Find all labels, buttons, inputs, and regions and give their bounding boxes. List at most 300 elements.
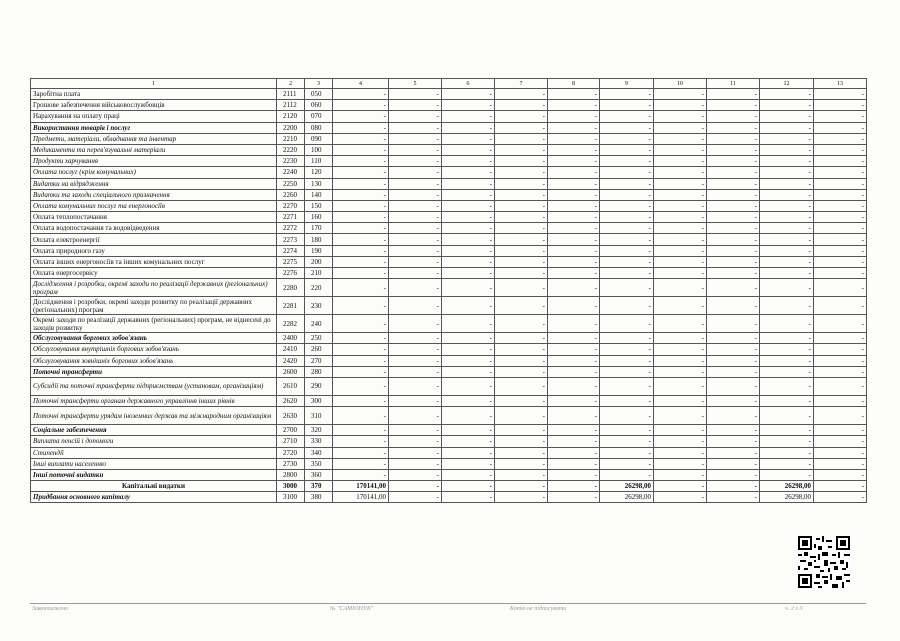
row-value: - bbox=[495, 256, 548, 267]
row-line-number: 140 bbox=[305, 189, 333, 200]
row-value: - bbox=[600, 200, 654, 211]
row-code: 2273 bbox=[277, 234, 305, 245]
row-value: - bbox=[333, 89, 389, 100]
row-value: - bbox=[333, 212, 389, 223]
row-code: 2730 bbox=[277, 458, 305, 469]
row-value: - bbox=[495, 178, 548, 189]
row-value: - bbox=[495, 156, 548, 167]
row-value: - bbox=[548, 315, 600, 333]
table-row bbox=[31, 100, 867, 111]
row-line-number: 230 bbox=[305, 297, 333, 315]
row-value: - bbox=[333, 436, 389, 447]
row-value: - bbox=[707, 245, 760, 256]
table-row bbox=[31, 133, 867, 144]
row-code: 2220 bbox=[277, 144, 305, 155]
column-header: 7 bbox=[495, 79, 548, 89]
row-value: - bbox=[814, 234, 867, 245]
row-line-number: 360 bbox=[305, 469, 333, 480]
row-line-number: 250 bbox=[305, 333, 333, 344]
row-value: - bbox=[495, 111, 548, 122]
row-value: - bbox=[442, 297, 495, 315]
row-value: - bbox=[707, 407, 760, 425]
row-value: - bbox=[389, 436, 442, 447]
row-value: - bbox=[814, 200, 867, 211]
row-value: - bbox=[333, 111, 389, 122]
row-value: - bbox=[495, 425, 548, 436]
row-value: - bbox=[707, 189, 760, 200]
row-value: - bbox=[442, 89, 495, 100]
row-value: - bbox=[548, 395, 600, 406]
row-value: - bbox=[707, 366, 760, 377]
row-value: - bbox=[654, 469, 707, 480]
row-value: - bbox=[548, 458, 600, 469]
row-value: - bbox=[760, 425, 814, 436]
row-label: Нарахування на оплату праці bbox=[31, 111, 277, 122]
row-code: 2112 bbox=[277, 100, 305, 111]
row-value: - bbox=[760, 355, 814, 366]
row-code: 2281 bbox=[277, 297, 305, 315]
row-value: - bbox=[600, 156, 654, 167]
table-row bbox=[31, 315, 867, 333]
row-value: - bbox=[548, 492, 600, 503]
row-line-number: 060 bbox=[305, 100, 333, 111]
row-code: 2240 bbox=[277, 167, 305, 178]
row-value: - bbox=[442, 366, 495, 377]
row-value: - bbox=[814, 355, 867, 366]
table-row bbox=[31, 447, 867, 458]
row-value: - bbox=[495, 297, 548, 315]
row-value: - bbox=[333, 256, 389, 267]
row-value: - bbox=[389, 279, 442, 297]
row-value: - bbox=[814, 268, 867, 279]
row-value: - bbox=[654, 111, 707, 122]
row-value: - bbox=[600, 458, 654, 469]
row-value: - bbox=[707, 212, 760, 223]
row-value: - bbox=[814, 469, 867, 480]
row-label: Медикаменти та перев'язувальні матеріали bbox=[31, 144, 277, 155]
column-header: 6 bbox=[442, 79, 495, 89]
row-line-number: 150 bbox=[305, 200, 333, 211]
row-value: - bbox=[707, 122, 760, 133]
row-value: - bbox=[654, 366, 707, 377]
row-value: - bbox=[333, 178, 389, 189]
row-label: Виплата пенсій і допомоги bbox=[31, 436, 277, 447]
table-row bbox=[31, 344, 867, 355]
row-value: - bbox=[814, 395, 867, 406]
row-label: Видатки та заходи спеціального призначення bbox=[31, 189, 277, 200]
row-value: - bbox=[707, 100, 760, 111]
row-value: - bbox=[442, 492, 495, 503]
row-value: - bbox=[600, 344, 654, 355]
row-value: - bbox=[760, 436, 814, 447]
row-value: - bbox=[600, 279, 654, 297]
footer-divider bbox=[30, 603, 866, 604]
table-row bbox=[31, 481, 867, 492]
row-label: Окремі заходи по реалізації державних (регіональних) програм, не віднесені до заходів розвитку bbox=[31, 315, 277, 333]
row-value: - bbox=[495, 100, 548, 111]
row-line-number: 180 bbox=[305, 234, 333, 245]
row-value: - bbox=[654, 481, 707, 492]
table-row bbox=[31, 377, 867, 395]
row-line-number: 270 bbox=[305, 355, 333, 366]
row-label: Обслуговування зовнішніх боргових зобов'язань bbox=[31, 355, 277, 366]
row-value: - bbox=[654, 279, 707, 297]
row-value: - bbox=[442, 223, 495, 234]
row-value: - bbox=[442, 200, 495, 211]
row-value: - bbox=[333, 234, 389, 245]
row-value: 26298,00 bbox=[600, 492, 654, 503]
row-value: - bbox=[600, 436, 654, 447]
row-value: - bbox=[654, 89, 707, 100]
row-label: Грошове забезпечення військовослужбовців bbox=[31, 100, 277, 111]
row-value: - bbox=[389, 167, 442, 178]
row-value: - bbox=[707, 167, 760, 178]
row-value: - bbox=[814, 100, 867, 111]
table-row bbox=[31, 234, 867, 245]
row-value: - bbox=[333, 189, 389, 200]
row-value: - bbox=[814, 133, 867, 144]
row-value: - bbox=[814, 344, 867, 355]
row-value: - bbox=[707, 355, 760, 366]
row-value: - bbox=[600, 366, 654, 377]
expenditure-table bbox=[30, 78, 867, 503]
row-label: Капітальні видатки bbox=[31, 481, 277, 492]
row-value: - bbox=[654, 395, 707, 406]
row-value: - bbox=[333, 366, 389, 377]
row-code: 2272 bbox=[277, 223, 305, 234]
table-row bbox=[31, 122, 867, 133]
row-value: - bbox=[442, 256, 495, 267]
row-value: - bbox=[333, 469, 389, 480]
row-line-number: 130 bbox=[305, 178, 333, 189]
row-value: - bbox=[600, 315, 654, 333]
row-value: - bbox=[333, 297, 389, 315]
row-value: - bbox=[760, 377, 814, 395]
row-value: - bbox=[389, 366, 442, 377]
row-value: - bbox=[495, 395, 548, 406]
row-code: 3100 bbox=[277, 492, 305, 503]
row-value: - bbox=[600, 256, 654, 267]
row-code: 2800 bbox=[277, 469, 305, 480]
row-value: - bbox=[442, 436, 495, 447]
row-value: - bbox=[760, 200, 814, 211]
row-code: 2250 bbox=[277, 178, 305, 189]
row-value: - bbox=[707, 200, 760, 211]
row-value: - bbox=[814, 447, 867, 458]
row-value: - bbox=[442, 355, 495, 366]
footer-right-text: ч. 2 з 3 bbox=[785, 606, 803, 612]
row-value: - bbox=[654, 436, 707, 447]
row-value: - bbox=[600, 245, 654, 256]
row-value: - bbox=[548, 212, 600, 223]
row-value: - bbox=[389, 481, 442, 492]
table-row bbox=[31, 245, 867, 256]
row-label: Соціальне забезпечення bbox=[31, 425, 277, 436]
table-row bbox=[31, 268, 867, 279]
row-code: 2271 bbox=[277, 212, 305, 223]
row-value: - bbox=[760, 366, 814, 377]
row-value: - bbox=[389, 223, 442, 234]
row-value: - bbox=[600, 297, 654, 315]
row-value: - bbox=[707, 377, 760, 395]
row-value: - bbox=[760, 122, 814, 133]
row-code: 2400 bbox=[277, 333, 305, 344]
row-label: Обслуговування внутрішніх боргових зобов'язань bbox=[31, 344, 277, 355]
row-value: - bbox=[548, 144, 600, 155]
table-row bbox=[31, 407, 867, 425]
row-value: - bbox=[707, 492, 760, 503]
row-value: - bbox=[654, 344, 707, 355]
row-value: - bbox=[333, 268, 389, 279]
table-row bbox=[31, 395, 867, 406]
row-code: 2210 bbox=[277, 133, 305, 144]
row-line-number: 100 bbox=[305, 144, 333, 155]
row-value: - bbox=[442, 100, 495, 111]
row-value: - bbox=[442, 178, 495, 189]
table-row bbox=[31, 111, 867, 122]
row-value: - bbox=[548, 200, 600, 211]
row-line-number: 260 bbox=[305, 344, 333, 355]
footer-left-text: Завантажено bbox=[32, 606, 69, 612]
row-value: - bbox=[760, 133, 814, 144]
row-value: - bbox=[389, 200, 442, 211]
row-value: - bbox=[760, 344, 814, 355]
row-code: 2276 bbox=[277, 268, 305, 279]
row-code: 2200 bbox=[277, 122, 305, 133]
row-line-number: 380 bbox=[305, 492, 333, 503]
row-value: - bbox=[548, 297, 600, 315]
row-label: Дослідження і розробки, окремі заходи по реалізації державних (регіональних) програм bbox=[31, 279, 277, 297]
table-row bbox=[31, 366, 867, 377]
row-label: Продукти харчування bbox=[31, 156, 277, 167]
row-value: - bbox=[548, 122, 600, 133]
row-value: - bbox=[654, 234, 707, 245]
row-value: - bbox=[333, 395, 389, 406]
row-value: - bbox=[495, 122, 548, 133]
row-value: - bbox=[442, 344, 495, 355]
row-value: - bbox=[548, 344, 600, 355]
row-value: - bbox=[760, 256, 814, 267]
row-value: - bbox=[442, 268, 495, 279]
table-row bbox=[31, 200, 867, 211]
row-value: - bbox=[389, 344, 442, 355]
row-value: - bbox=[814, 436, 867, 447]
footer-center-text: Копію не підписувати bbox=[510, 606, 567, 612]
row-value: - bbox=[600, 407, 654, 425]
row-value: - bbox=[495, 167, 548, 178]
row-value: - bbox=[495, 212, 548, 223]
row-value: - bbox=[495, 458, 548, 469]
row-value: - bbox=[548, 447, 600, 458]
row-value: - bbox=[389, 178, 442, 189]
row-value: - bbox=[814, 189, 867, 200]
row-value: - bbox=[389, 447, 442, 458]
row-value: - bbox=[442, 111, 495, 122]
row-value: - bbox=[760, 458, 814, 469]
row-value: - bbox=[654, 200, 707, 211]
row-value: - bbox=[654, 133, 707, 144]
row-value: - bbox=[654, 425, 707, 436]
row-value: - bbox=[442, 333, 495, 344]
row-value: - bbox=[389, 425, 442, 436]
row-value: - bbox=[389, 144, 442, 155]
row-label: Субсидії та поточні трансферти підприємствам (установам, організаціям) bbox=[31, 377, 277, 395]
row-value: - bbox=[548, 234, 600, 245]
row-value: - bbox=[495, 344, 548, 355]
row-value: - bbox=[600, 268, 654, 279]
row-value: - bbox=[548, 256, 600, 267]
row-value: - bbox=[760, 279, 814, 297]
row-value: - bbox=[654, 189, 707, 200]
row-value: - bbox=[333, 355, 389, 366]
row-value: - bbox=[442, 144, 495, 155]
row-value: - bbox=[389, 234, 442, 245]
row-value: - bbox=[760, 297, 814, 315]
row-value: - bbox=[654, 178, 707, 189]
row-label: Поточні трансферти урядам іноземних держав та міжнародним організаціям bbox=[31, 407, 277, 425]
column-header: 8 bbox=[548, 79, 600, 89]
row-label: Придбання основного капіталу bbox=[31, 492, 277, 503]
row-value: - bbox=[654, 333, 707, 344]
row-value: - bbox=[442, 447, 495, 458]
row-value: - bbox=[814, 167, 867, 178]
row-value: - bbox=[760, 144, 814, 155]
row-value: - bbox=[495, 315, 548, 333]
row-value: - bbox=[548, 355, 600, 366]
row-value: - bbox=[760, 447, 814, 458]
row-value: - bbox=[654, 212, 707, 223]
table-row bbox=[31, 156, 867, 167]
row-value: - bbox=[814, 297, 867, 315]
row-value: - bbox=[600, 223, 654, 234]
row-value: - bbox=[760, 268, 814, 279]
row-value: - bbox=[333, 447, 389, 458]
row-value: - bbox=[600, 395, 654, 406]
row-value: 26298,00 bbox=[760, 492, 814, 503]
row-label: Інші виплати населенню bbox=[31, 458, 277, 469]
row-value: - bbox=[707, 156, 760, 167]
row-value: - bbox=[654, 122, 707, 133]
row-value: - bbox=[442, 407, 495, 425]
row-line-number: 370 bbox=[305, 481, 333, 492]
row-line-number: 160 bbox=[305, 212, 333, 223]
row-value: - bbox=[707, 425, 760, 436]
row-value: - bbox=[548, 223, 600, 234]
row-value: - bbox=[760, 395, 814, 406]
row-value: - bbox=[654, 297, 707, 315]
row-label: Стипендії bbox=[31, 447, 277, 458]
table-row bbox=[31, 436, 867, 447]
row-value: - bbox=[707, 144, 760, 155]
column-header: 12 bbox=[760, 79, 814, 89]
row-line-number: 280 bbox=[305, 366, 333, 377]
row-label: Оплата електроенергії bbox=[31, 234, 277, 245]
row-code: 2720 bbox=[277, 447, 305, 458]
row-line-number: 050 bbox=[305, 89, 333, 100]
row-value: - bbox=[389, 492, 442, 503]
row-value: - bbox=[389, 133, 442, 144]
row-value: - bbox=[389, 100, 442, 111]
row-code: 2274 bbox=[277, 245, 305, 256]
row-value: - bbox=[389, 315, 442, 333]
row-line-number: 120 bbox=[305, 167, 333, 178]
row-value: - bbox=[442, 133, 495, 144]
row-value: - bbox=[495, 447, 548, 458]
row-line-number: 290 bbox=[305, 377, 333, 395]
row-line-number: 200 bbox=[305, 256, 333, 267]
table-row bbox=[31, 89, 867, 100]
row-line-number: 110 bbox=[305, 156, 333, 167]
row-value: - bbox=[760, 189, 814, 200]
row-label: Дослідження і розробки, окремі заходи розвитку по реалізації державних (регіональних) програм bbox=[31, 297, 277, 315]
row-value: - bbox=[707, 223, 760, 234]
row-value: - bbox=[495, 377, 548, 395]
row-value: - bbox=[814, 279, 867, 297]
row-label: Оплата комунальних послуг та енергоносіїв bbox=[31, 200, 277, 211]
row-value: - bbox=[495, 469, 548, 480]
row-value: - bbox=[600, 89, 654, 100]
row-label: Оплата послуг (крім комунальних) bbox=[31, 167, 277, 178]
table-row bbox=[31, 297, 867, 315]
row-value: - bbox=[389, 256, 442, 267]
row-value: - bbox=[389, 111, 442, 122]
row-value: - bbox=[814, 366, 867, 377]
row-value: - bbox=[389, 297, 442, 315]
row-value: - bbox=[333, 333, 389, 344]
row-value: - bbox=[548, 333, 600, 344]
row-value: - bbox=[814, 458, 867, 469]
row-value: - bbox=[389, 333, 442, 344]
row-value: - bbox=[760, 212, 814, 223]
row-value: - bbox=[548, 268, 600, 279]
row-value: 26298,00 bbox=[600, 481, 654, 492]
row-value: - bbox=[495, 89, 548, 100]
row-value: - bbox=[389, 355, 442, 366]
row-value: - bbox=[548, 189, 600, 200]
row-value: - bbox=[495, 245, 548, 256]
row-value: - bbox=[548, 377, 600, 395]
row-value: - bbox=[333, 377, 389, 395]
row-value: - bbox=[814, 333, 867, 344]
row-value: - bbox=[495, 223, 548, 234]
row-value: - bbox=[389, 245, 442, 256]
row-value: - bbox=[600, 469, 654, 480]
row-value: - bbox=[814, 156, 867, 167]
table-row bbox=[31, 167, 867, 178]
row-value: - bbox=[760, 315, 814, 333]
row-value: 170141,00 bbox=[333, 492, 389, 503]
row-value: - bbox=[548, 89, 600, 100]
row-value: - bbox=[760, 100, 814, 111]
row-line-number: 210 bbox=[305, 268, 333, 279]
row-value: - bbox=[814, 407, 867, 425]
row-value: - bbox=[760, 333, 814, 344]
row-value: - bbox=[760, 111, 814, 122]
row-value: - bbox=[654, 144, 707, 155]
footer-middle-text: № "САМІОНУК" bbox=[330, 606, 374, 612]
column-header: 1 bbox=[31, 79, 277, 89]
table-row bbox=[31, 492, 867, 503]
row-value: - bbox=[442, 458, 495, 469]
row-value: - bbox=[548, 436, 600, 447]
row-label: Інші поточні видатки bbox=[31, 469, 277, 480]
table-header-row bbox=[31, 79, 867, 89]
row-value: - bbox=[495, 133, 548, 144]
row-line-number: 240 bbox=[305, 315, 333, 333]
row-line-number: 190 bbox=[305, 245, 333, 256]
row-value: - bbox=[333, 279, 389, 297]
row-value: - bbox=[600, 111, 654, 122]
